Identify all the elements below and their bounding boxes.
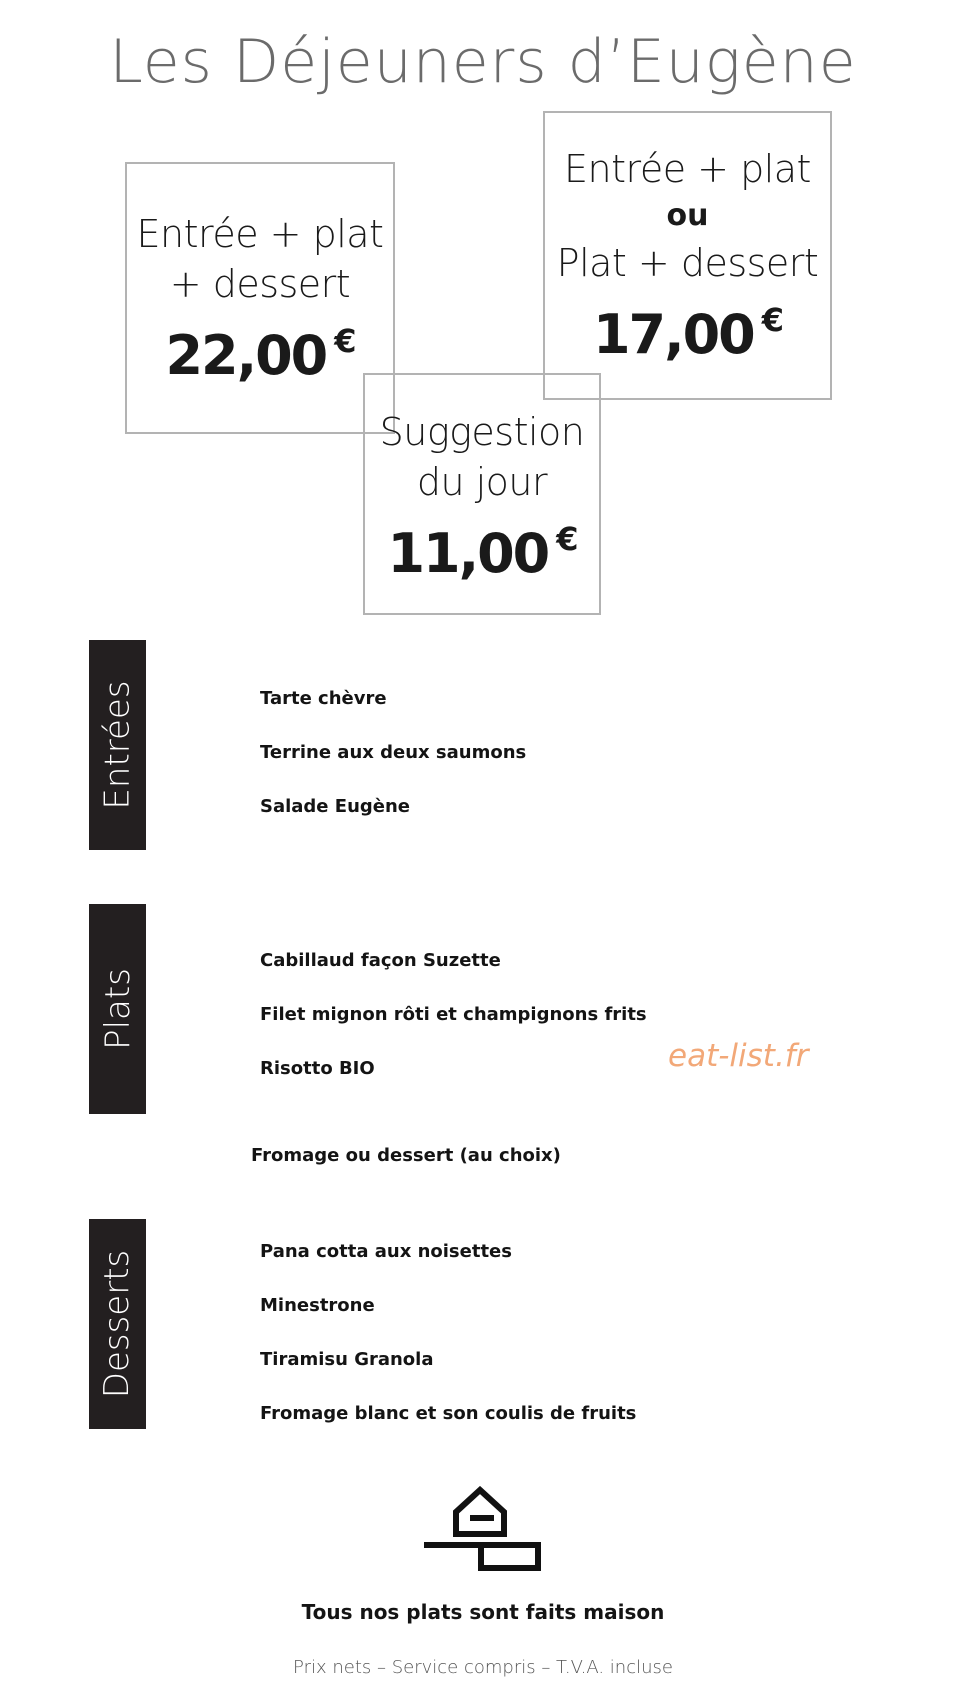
menu-item: Risotto BIO — [260, 1058, 375, 1079]
desserts-list — [260, 1225, 636, 1441]
formula-line: Entrée + plat — [136, 211, 384, 256]
watermark-text: eat-list.fr — [668, 1038, 809, 1074]
formula-price — [165, 309, 354, 388]
menu-item: Terrine aux deux saumons — [260, 742, 527, 763]
section-label-entrees — [89, 640, 146, 850]
formula-box-two-courses — [543, 111, 832, 400]
section-label-plats — [89, 904, 146, 1114]
formula-line: + dessert — [169, 261, 351, 306]
menu-item: Cabillaud façon Suzette — [260, 950, 501, 971]
formula-price — [593, 288, 782, 367]
price-value: 22,00 — [165, 323, 327, 387]
formula-line: du jour — [416, 459, 548, 504]
section-label-text: Plats — [97, 968, 138, 1050]
currency-symbol: € — [761, 301, 783, 339]
formula-line: Suggestion — [379, 409, 585, 454]
menu-item: Filet mignon rôti et champignons frits — [260, 1004, 647, 1025]
currency-symbol: € — [334, 321, 355, 360]
menu-item: Tarte chèvre — [260, 688, 387, 709]
entrees-list — [260, 672, 526, 834]
section-label-text: Entrées — [97, 680, 138, 810]
formula-line: Entrée + plat — [564, 147, 811, 191]
formula-or: ou — [666, 198, 709, 233]
choice-note: Fromage ou dessert (au choix) — [251, 1145, 561, 1166]
plats-list — [260, 934, 647, 1096]
menu-item: Tiramisu Granola — [260, 1349, 434, 1370]
menu-item: Salade Eugène — [260, 796, 411, 817]
formula-price — [387, 507, 576, 586]
section-label-text: Desserts — [97, 1249, 138, 1399]
page-title: Les Déjeuners d’Eugène — [109, 27, 857, 97]
formula-box-entree-plat-dessert — [125, 162, 395, 434]
price-value: 11,00 — [387, 521, 549, 585]
formula-box-suggestion — [363, 373, 601, 615]
price-value: 17,00 — [592, 303, 754, 366]
menu-item: Pana cotta aux noisettes — [260, 1241, 512, 1262]
homemade-statement: Tous nos plats sont faits maison — [301, 1600, 665, 1624]
menu-item: Minestrone — [260, 1295, 375, 1316]
currency-symbol: € — [556, 519, 577, 558]
legal-note: Prix nets – Service compris – T.V.A. incluse — [293, 1657, 673, 1678]
fait-maison-house-icon — [424, 1486, 546, 1572]
menu-item: Fromage blanc et son coulis de fruits — [260, 1403, 637, 1424]
formula-line: Plat + dessert — [556, 241, 819, 285]
section-label-desserts — [89, 1219, 146, 1429]
